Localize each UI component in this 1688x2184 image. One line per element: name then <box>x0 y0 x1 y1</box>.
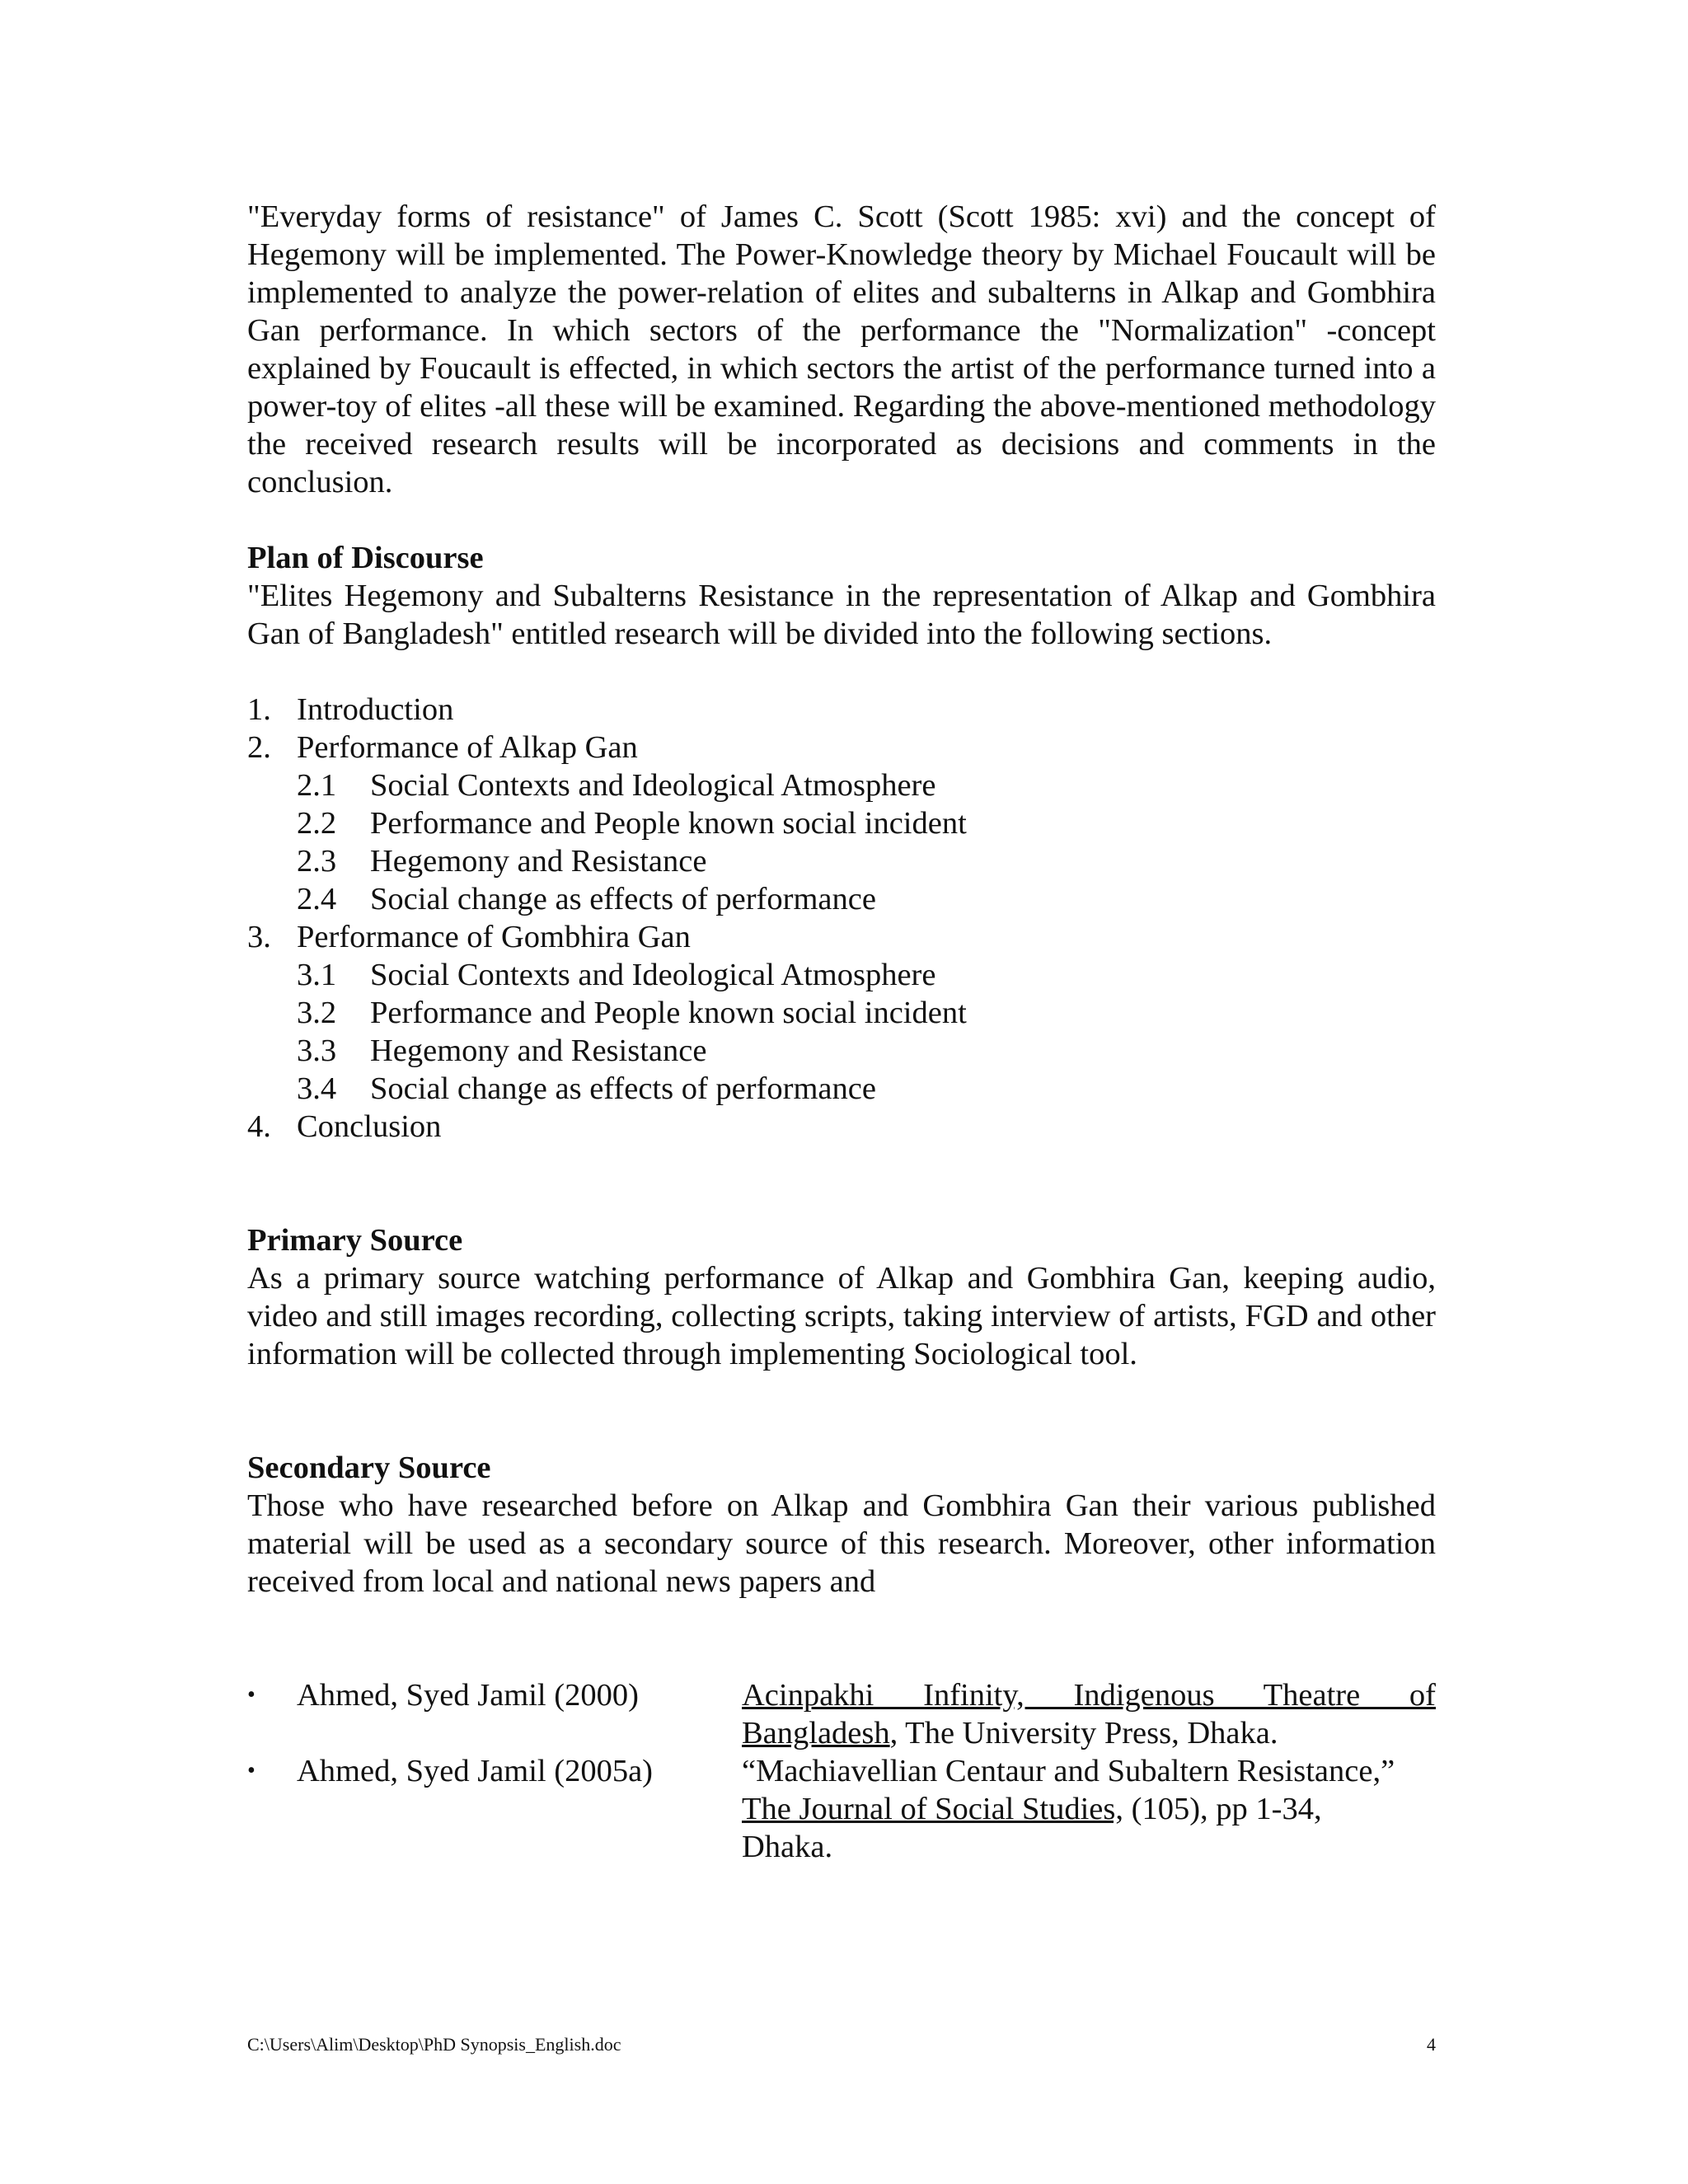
reference-journal-details: (105), pp 1-34, <box>1123 1792 1322 1826</box>
reference-article: “Machiavellian Centaur and Subaltern Resistance,” <box>742 1754 1395 1788</box>
list-item <box>247 1108 1436 1146</box>
item-number: 2. <box>247 730 271 765</box>
item-label: Performance of Alkap Gan <box>297 730 638 765</box>
list-item <box>247 956 1436 994</box>
reference-item <box>247 1676 1436 1752</box>
reference-citation <box>742 1676 1436 1752</box>
item-label: Social Contexts and Ideological Atmosphere <box>370 768 936 803</box>
footer-page-number: 4 <box>1427 2034 1436 2055</box>
outline-list <box>247 691 1436 1146</box>
reference-author: Ahmed, Syed Jamil (2005a) <box>297 1754 653 1788</box>
item-number: 2.2 <box>297 806 337 841</box>
reference-publisher: , The University Press, Dhaka. <box>889 1716 1278 1750</box>
item-label: Performance of Gombhira Gan <box>297 920 691 954</box>
page-content <box>247 198 1436 1866</box>
item-label: Performance and People known social incident <box>370 996 967 1030</box>
list-item <box>247 994 1436 1032</box>
reference-journal: The Journal of Social Studies, <box>742 1792 1123 1826</box>
item-number: 2.1 <box>297 768 337 803</box>
item-number: 3.4 <box>297 1071 337 1106</box>
list-item <box>247 729 1436 766</box>
item-number: 3.1 <box>297 958 337 992</box>
list-item <box>247 766 1436 804</box>
item-label: Hegemony and Resistance <box>370 844 707 879</box>
list-item <box>247 691 1436 729</box>
list-item <box>247 880 1436 918</box>
reference-title-line2 <box>742 1716 1278 1750</box>
list-item <box>247 842 1436 880</box>
intro-paragraph: "Everyday forms of resistance" of James C. Scott (Scott 1985: xvi) and the concept of Hegemony will be implemented. The Power-Knowledge theory by Michael Foucault will be implemented to analyze the power-relation of elites and subalterns in Alkap and Gombhira Gan performance. In which sectors of the performance the "Normalization" -concept explained by Foucault is effected, in which sectors the artist of the performance turned into a power-toy of elites -all these will be examined. Regarding the above-mentioned methodology the received research results will be incorporated as decisions and comments in the conclusion. <box>247 199 1436 499</box>
primary-source-paragraph: As a primary source watching performance of Alkap and Gombhira Gan, keeping audio, video and still images recording, collecting scripts, taking interview of artists, FGD and other information will be collected through implementing Sociological tool. <box>247 1261 1436 1371</box>
list-item <box>247 1032 1436 1070</box>
reference-title-line1: Acinpakhi Infinity, Indigenous Theatre of <box>742 1678 1436 1713</box>
list-item <box>247 804 1436 842</box>
primary-source-heading: Primary Source <box>247 1223 463 1258</box>
item-number: 1. <box>247 692 271 727</box>
bullet-icon: • <box>247 1758 256 1783</box>
item-label: Social change as effects of performance <box>370 1071 876 1106</box>
item-number: 3. <box>247 920 271 954</box>
item-number: 3.3 <box>297 1033 337 1068</box>
item-number: 4. <box>247 1109 271 1144</box>
plan-heading: Plan of Discourse <box>247 541 484 575</box>
item-label: Social Contexts and Ideological Atmosphere <box>370 958 936 992</box>
reference-title-underlined: Bangladesh <box>742 1716 890 1750</box>
item-label: Social change as effects of performance <box>370 882 876 916</box>
reference-list <box>247 1676 1436 1866</box>
item-number: 2.4 <box>297 882 337 916</box>
item-number: 2.3 <box>297 844 337 879</box>
reference-citation <box>742 1752 1436 1866</box>
reference-place: Dhaka. <box>742 1830 833 1864</box>
plan-paragraph: "Elites Hegemony and Subalterns Resistance in the representation of Alkap and Gombhira Gan of Bangladesh" entitled research will be divided into the following sections. <box>247 579 1436 651</box>
reference-author: Ahmed, Syed Jamil (2000) <box>297 1678 639 1713</box>
list-item <box>247 1070 1436 1108</box>
item-number: 3.2 <box>297 996 337 1030</box>
item-label: Conclusion <box>297 1109 442 1144</box>
footer-file-path: C:\Users\Alim\Desktop\PhD Synopsis_English.doc <box>247 2034 621 2055</box>
secondary-source-heading: Secondary Source <box>247 1451 491 1485</box>
bullet-icon: • <box>247 1682 256 1708</box>
item-label: Performance and People known social incident <box>370 806 967 841</box>
item-label: Hegemony and Resistance <box>370 1033 707 1068</box>
reference-journal-line <box>742 1790 1436 1828</box>
secondary-source-paragraph: Those who have researched before on Alkap and Gombhira Gan their various published material will be used as a secondary source of this research. Moreover, other information received from local and national news papers and <box>247 1488 1436 1599</box>
reference-item <box>247 1752 1436 1866</box>
list-item <box>247 918 1436 956</box>
page-footer <box>247 2034 1436 2055</box>
item-label: Introduction <box>297 692 454 727</box>
